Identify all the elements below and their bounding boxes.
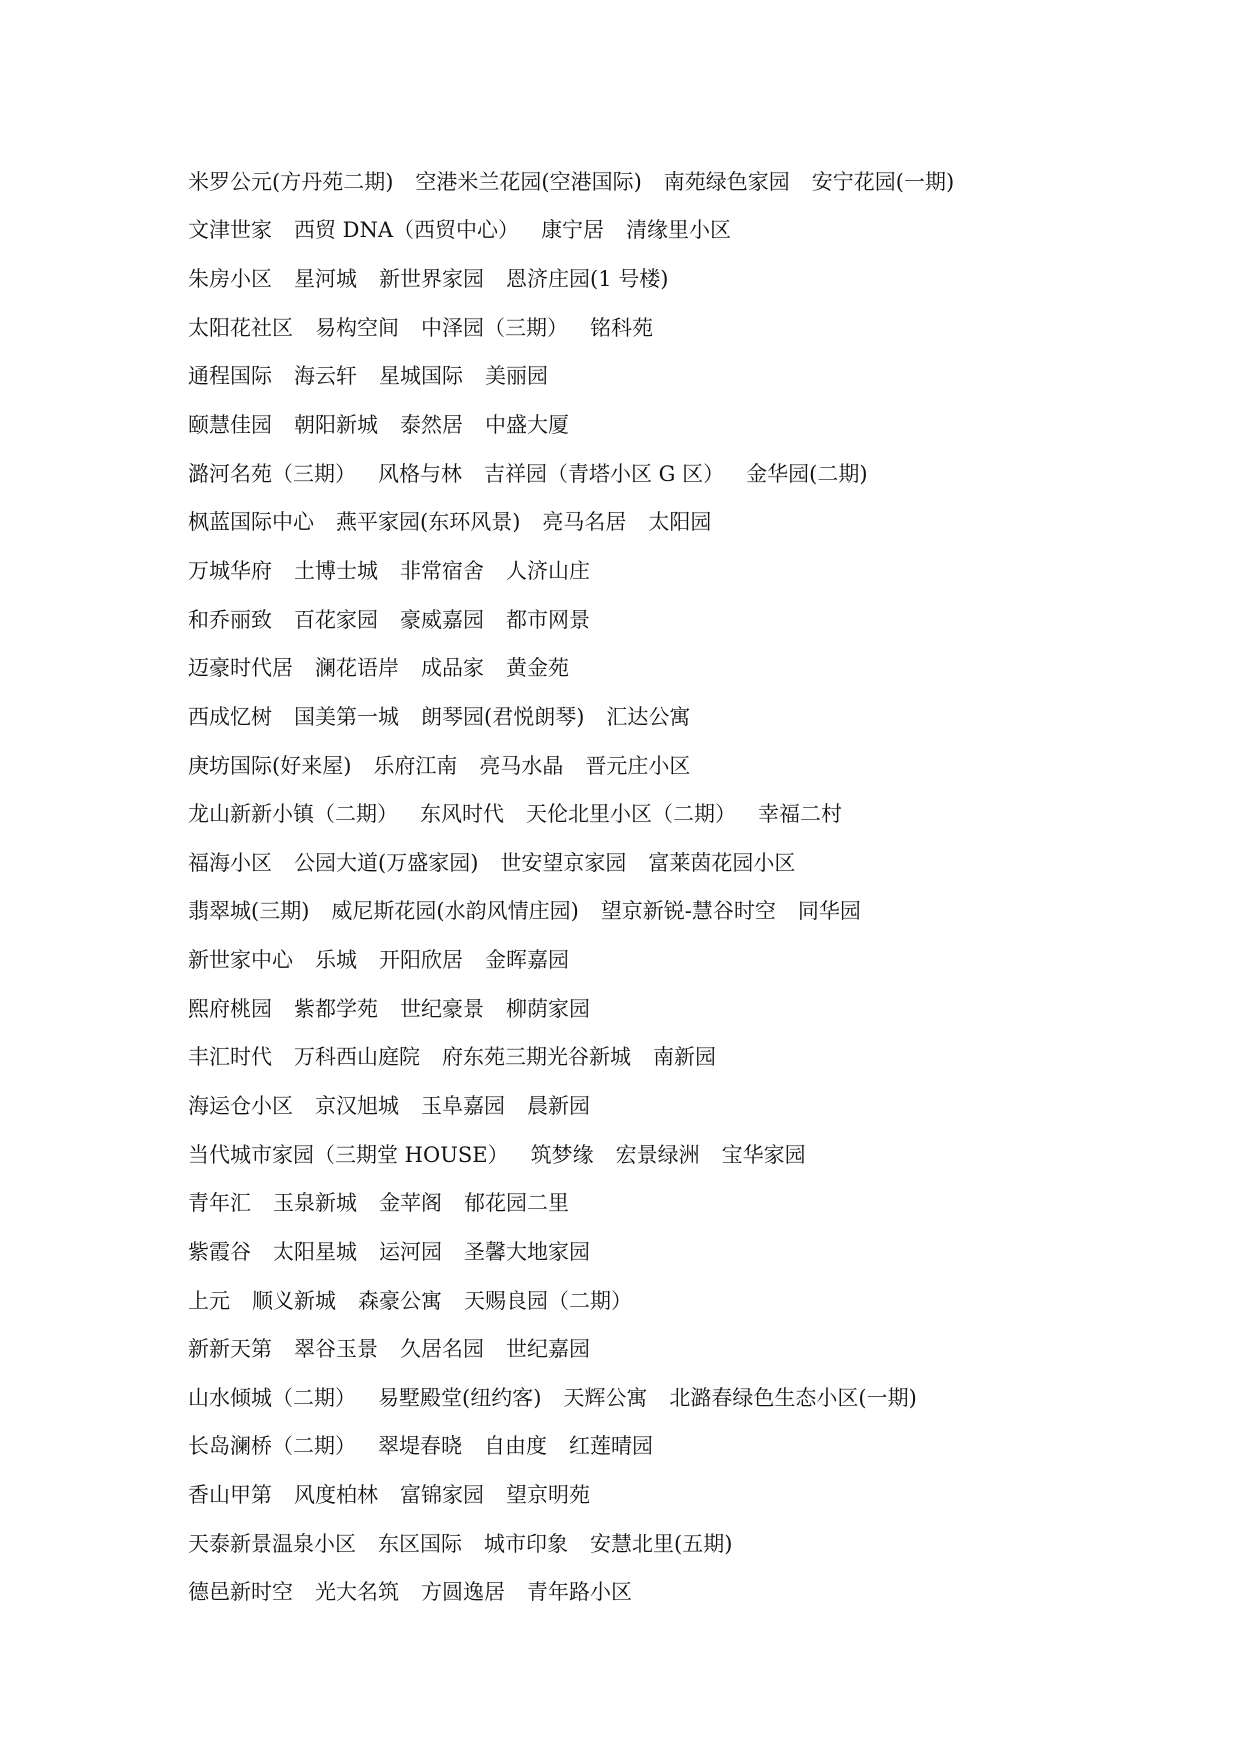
residential-area-name: 文津世家 bbox=[188, 218, 272, 243]
residential-area-name: 丰汇时代 bbox=[188, 1045, 272, 1070]
residential-area-name: 望京新锐-慧谷时空 bbox=[600, 899, 776, 924]
list-line bbox=[188, 839, 1188, 888]
residential-area-name: 柳荫家园 bbox=[506, 996, 590, 1021]
residential-area-name: 东区国际 bbox=[378, 1531, 462, 1556]
residential-area-name: 府东苑三期光谷新城 bbox=[442, 1045, 631, 1070]
residential-area-name: 太阳星城 bbox=[273, 1239, 357, 1264]
residential-area-name: 易构空间 bbox=[315, 315, 399, 340]
residential-area-name: 森豪公寓 bbox=[358, 1288, 442, 1313]
list-line bbox=[188, 644, 1188, 693]
residential-area-name: 中泽园（三期） bbox=[421, 315, 568, 340]
residential-area-name: 国美第一城 bbox=[294, 704, 399, 729]
residential-area-name: 燕平家园(东环风景) bbox=[336, 510, 521, 535]
residential-area-name: 黄金苑 bbox=[506, 656, 569, 681]
residential-area-name: 吉祥园（青塔小区 G 区） bbox=[484, 461, 725, 486]
list-line bbox=[188, 207, 1188, 256]
residential-area-name: 玉阜嘉园 bbox=[421, 1093, 505, 1118]
residential-area-name: 中盛大厦 bbox=[485, 413, 569, 438]
list-line bbox=[188, 1228, 1188, 1277]
residential-area-name: 福海小区 bbox=[188, 850, 272, 875]
residential-area-name: 人济山庄 bbox=[506, 558, 590, 583]
residential-area-name: 望京明苑 bbox=[506, 1483, 590, 1508]
residential-area-name: 富锦家园 bbox=[400, 1483, 484, 1508]
residential-area-name: 非常宿舍 bbox=[400, 558, 484, 583]
residential-area-name: 金华园(二期) bbox=[746, 461, 868, 486]
residential-area-name: 东风时代 bbox=[420, 802, 504, 827]
residential-area-name: 新世家中心 bbox=[188, 948, 293, 973]
residential-area-name: 翠谷玉景 bbox=[294, 1337, 378, 1362]
residential-area-name: 北潞春绿色生态小区(一期) bbox=[669, 1385, 917, 1410]
residential-area-name: 晋元庄小区 bbox=[585, 753, 691, 778]
residential-area-name: 富莱茵花园小区 bbox=[648, 850, 796, 875]
list-line bbox=[188, 353, 1188, 402]
residential-area-name: 郁花园二里 bbox=[464, 1191, 569, 1216]
list-line bbox=[188, 158, 1188, 207]
residential-area-name: 空港米兰花园(空港国际) bbox=[415, 169, 642, 194]
list-line bbox=[188, 985, 1188, 1034]
residential-area-name: 上元 bbox=[188, 1288, 230, 1313]
residential-area-name: 熙府桃园 bbox=[188, 996, 272, 1021]
residential-area-name: 新新天第 bbox=[188, 1337, 272, 1362]
residential-area-name: 天辉公寓 bbox=[563, 1385, 648, 1410]
residential-area-name: 太阳花社区 bbox=[188, 315, 293, 340]
residential-area-name: 颐慧佳园 bbox=[188, 413, 272, 438]
residential-area-list bbox=[188, 158, 1188, 1617]
residential-area-name: 京汉旭城 bbox=[315, 1093, 399, 1118]
residential-area-name: 百花家园 bbox=[294, 607, 378, 632]
list-line bbox=[188, 936, 1188, 985]
residential-area-name: 亮马名居 bbox=[542, 510, 627, 535]
residential-area-name: 顺义新城 bbox=[252, 1288, 336, 1313]
residential-area-name: 玉泉新城 bbox=[273, 1191, 357, 1216]
residential-area-name: 清缘里小区 bbox=[626, 218, 732, 243]
residential-area-name: 潞河名苑（三期） bbox=[188, 461, 356, 486]
residential-area-name: 西贸 DNA（西贸中心） bbox=[294, 218, 520, 243]
residential-area-name: 新世界家园 bbox=[379, 267, 484, 292]
residential-area-name: 海运仓小区 bbox=[188, 1093, 293, 1118]
list-line bbox=[188, 547, 1188, 596]
residential-area-name: 长岛澜桥（二期） bbox=[188, 1434, 356, 1459]
residential-area-name: 南苑绿色家园 bbox=[663, 169, 790, 194]
residential-area-name: 康宁居 bbox=[541, 218, 605, 243]
list-line bbox=[188, 742, 1188, 791]
residential-area-name: 香山甲第 bbox=[188, 1483, 272, 1508]
residential-area-name: 乐府江南 bbox=[373, 753, 458, 778]
residential-area-name: 乐城 bbox=[315, 948, 357, 973]
residential-area-name: 青年路小区 bbox=[527, 1580, 632, 1605]
residential-area-name: 万科西山庭院 bbox=[294, 1045, 420, 1070]
residential-area-name: 万城华府 bbox=[188, 558, 272, 583]
list-line bbox=[188, 1569, 1188, 1618]
residential-area-name: 米罗公元(方丹苑二期) bbox=[188, 169, 394, 194]
list-line bbox=[188, 1520, 1188, 1569]
residential-area-name: 安宁花园(一期) bbox=[811, 169, 955, 194]
residential-area-name: 海云轩 bbox=[294, 364, 357, 389]
residential-area-name: 星城国际 bbox=[379, 364, 463, 389]
list-line bbox=[188, 1471, 1188, 1520]
residential-area-name: 久居名园 bbox=[400, 1337, 484, 1362]
residential-area-name: 金苹阁 bbox=[379, 1191, 442, 1216]
list-line bbox=[188, 888, 1188, 937]
residential-area-name: 山水倾城（二期） bbox=[188, 1385, 356, 1410]
residential-area-name: 星河城 bbox=[294, 267, 357, 292]
residential-area-name: 圣馨大地家园 bbox=[464, 1239, 590, 1264]
residential-area-name: 红莲晴园 bbox=[569, 1434, 653, 1459]
list-line bbox=[188, 693, 1188, 742]
list-line bbox=[188, 401, 1188, 450]
residential-area-name: 宝华家园 bbox=[721, 1142, 806, 1167]
residential-area-name: 安慧北里(五期) bbox=[590, 1531, 733, 1556]
residential-area-name: 亮马水晶 bbox=[479, 753, 564, 778]
residential-area-name: 太阳园 bbox=[648, 510, 712, 535]
residential-area-name: 澜花语岸 bbox=[315, 656, 399, 681]
list-line bbox=[188, 1034, 1188, 1083]
residential-area-name: 天伦北里小区（二期） bbox=[526, 802, 736, 827]
residential-area-name: 紫霞谷 bbox=[188, 1239, 251, 1264]
residential-area-name: 恩济庄园(1 号楼) bbox=[506, 267, 669, 292]
list-line bbox=[188, 596, 1188, 645]
residential-area-name: 枫蓝国际中心 bbox=[188, 510, 314, 535]
residential-area-name: 汇达公寓 bbox=[606, 704, 691, 729]
residential-area-name: 紫都学苑 bbox=[294, 996, 378, 1021]
residential-area-name: 和乔丽致 bbox=[188, 607, 272, 632]
residential-area-name: 幸福二村 bbox=[758, 802, 842, 827]
residential-area-name: 美丽园 bbox=[485, 364, 548, 389]
list-line bbox=[188, 1374, 1188, 1423]
list-line bbox=[188, 1131, 1188, 1180]
residential-area-name: 德邑新时空 bbox=[188, 1580, 293, 1605]
residential-area-name: 成品家 bbox=[421, 656, 484, 681]
residential-area-name: 庚坊国际(好来屋) bbox=[188, 753, 352, 778]
residential-area-name: 方圆逸居 bbox=[421, 1580, 505, 1605]
residential-area-name: 风格与林 bbox=[378, 461, 462, 486]
residential-area-name: 晨新园 bbox=[527, 1093, 590, 1118]
residential-area-name: 天泰新景温泉小区 bbox=[188, 1531, 356, 1556]
residential-area-name: 运河园 bbox=[379, 1239, 442, 1264]
residential-area-name: 开阳欣居 bbox=[379, 948, 463, 973]
residential-area-name: 龙山新新小镇（二期） bbox=[188, 802, 398, 827]
list-line bbox=[188, 790, 1188, 839]
residential-area-name: 同华园 bbox=[797, 899, 861, 924]
list-line bbox=[188, 1179, 1188, 1228]
residential-area-name: 翠堤春晓 bbox=[378, 1434, 462, 1459]
residential-area-name: 当代城市家园（三期堂 HOUSE） bbox=[188, 1142, 509, 1167]
residential-area-name: 宏景绿洲 bbox=[615, 1142, 700, 1167]
list-line bbox=[188, 255, 1188, 304]
list-line bbox=[188, 498, 1188, 547]
residential-area-name: 自由度 bbox=[484, 1434, 547, 1459]
residential-area-name: 威尼斯花园(水韵风情庄园) bbox=[331, 899, 579, 924]
residential-area-name: 翡翠城(三期) bbox=[188, 899, 310, 924]
list-line bbox=[188, 450, 1188, 499]
residential-area-name: 世安望京家园 bbox=[500, 850, 627, 875]
residential-area-name: 天赐良园（二期） bbox=[464, 1288, 632, 1313]
residential-area-name: 土博士城 bbox=[294, 558, 378, 583]
residential-area-name: 泰然居 bbox=[400, 413, 463, 438]
residential-area-name: 铭科苑 bbox=[590, 315, 653, 340]
residential-area-name: 朗琴园(君悦朗琴) bbox=[421, 704, 585, 729]
residential-area-name: 青年汇 bbox=[188, 1191, 251, 1216]
residential-area-name: 豪威嘉园 bbox=[400, 607, 484, 632]
list-line bbox=[188, 1082, 1188, 1131]
list-line bbox=[188, 1277, 1188, 1326]
residential-area-name: 风度柏林 bbox=[294, 1483, 378, 1508]
residential-area-name: 城市印象 bbox=[484, 1531, 568, 1556]
residential-area-name: 迈豪时代居 bbox=[188, 656, 293, 681]
residential-area-name: 世纪豪景 bbox=[400, 996, 484, 1021]
residential-area-name: 通程国际 bbox=[188, 364, 272, 389]
residential-area-name: 光大名筑 bbox=[315, 1580, 399, 1605]
residential-area-name: 筑梦缘 bbox=[530, 1142, 594, 1167]
residential-area-name: 易墅殿堂(纽约客) bbox=[378, 1385, 542, 1410]
residential-area-name: 都市网景 bbox=[506, 607, 590, 632]
list-line bbox=[188, 1325, 1188, 1374]
residential-area-name: 朱房小区 bbox=[188, 267, 272, 292]
residential-area-name: 金晖嘉园 bbox=[485, 948, 569, 973]
residential-area-name: 公园大道(万盛家园) bbox=[294, 850, 479, 875]
list-line bbox=[188, 1423, 1188, 1472]
residential-area-name: 南新园 bbox=[653, 1045, 716, 1070]
residential-area-name: 朝阳新城 bbox=[294, 413, 378, 438]
residential-area-name: 西成忆树 bbox=[188, 704, 272, 729]
residential-area-name: 世纪嘉园 bbox=[506, 1337, 590, 1362]
list-line bbox=[188, 304, 1188, 353]
